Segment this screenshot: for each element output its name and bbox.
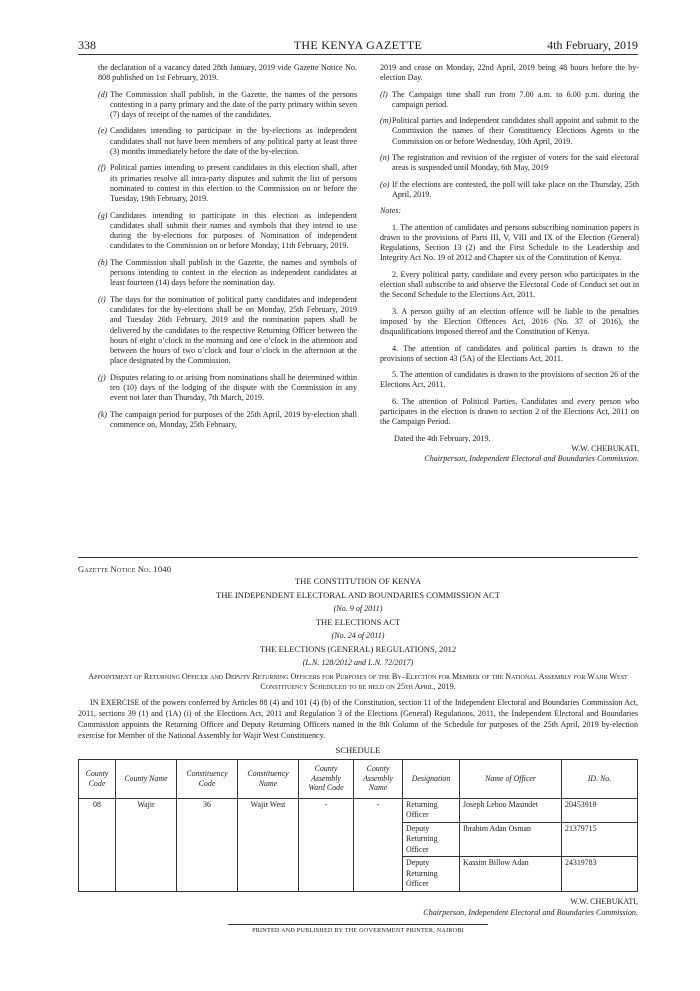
list-item: [380, 116, 639, 147]
item-label: (d): [98, 89, 108, 99]
schedule-table: [78, 759, 638, 892]
notice-heading-line: THE ELECTIONS ACT: [315, 616, 401, 627]
note-paragraph: 3. A person guilty of an election offence will be liable to the penalties imposed by the Election Offences Act, 2016 (No. 37 of 2016), the disqualifications imposed thereof and the Constitution of Kenya.: [380, 306, 639, 337]
signatory-name: W.W. CHEBUKATI,: [571, 443, 639, 453]
issue-date: 4th February, 2019: [547, 38, 638, 52]
notice-number: Gazette Notice No. 1040: [78, 564, 172, 574]
assembly-name-cell: -: [354, 798, 403, 891]
constituency-code-cell: 36: [177, 798, 238, 891]
right-column: [380, 63, 639, 465]
item-label: (h): [98, 257, 108, 267]
notice-heading-line: (No. 9 of 2011): [333, 604, 383, 613]
item-text: If the elections are contested, the poll will take place on the Thursday, 25th April, 2019.: [392, 179, 639, 199]
column-header: County Name: [116, 759, 177, 798]
column-header: County Assembly Ward Code: [299, 759, 354, 798]
item-label: (j): [98, 372, 106, 382]
list-item: [98, 90, 357, 121]
item-text: Candidates intending to participate in this election as independent candidates shall submit their names and symbols that they intend to use during the by-elections for purposes of Nomination of independent candidates to the Commission on or before Monday, 11th February, 2019.: [110, 210, 357, 251]
note-paragraph: 5. The attention of candidates is drawn to the provisions of section 26 of the Elections Act, 2011.: [380, 370, 639, 390]
officer-name-cell: Joseph Leboo Masindet: [460, 798, 562, 822]
item-label: (i): [98, 294, 106, 304]
note-paragraph: 4. The attention of candidates and political parties is drawn to the provisions of section 43 (5A) of the Elections Act, 2011.: [380, 343, 639, 363]
left-intro: the declaration of a vacancy dated 28th January, 2019 vide Gazette Notice No. 808 published on 1st February, 2019.: [98, 63, 357, 83]
page-number: 338: [78, 38, 96, 52]
table-header-row: [79, 759, 638, 798]
right-intro: 2019 and cease on Monday, 22nd April, 2019 being 48 hours before the by-election Day.: [380, 63, 639, 83]
column-header: Constituency Code: [177, 759, 238, 798]
list-item: [98, 163, 357, 204]
note-paragraph: 1. The attention of candidates and persons subscribing nomination papers is drawn to the provisions of Parts III, V, VIII and IX of the Election (General) Regulations, Section 13 (2) and the First Schedule to the Leadership and Integrity Act No. 19 of 2012 and Chapter six of the Constitution of Kenya.: [380, 222, 639, 263]
constituency-name-cell: Wajir West: [238, 798, 299, 891]
item-text: The days for the nomination of political party candidates and independent candidates for the by-elections shall be on Monday, 25th February, 2019 and Tuesday 26th February, 2019 and the nomination papers shall be delivered by the candidates to the respective Returning Officer between the hours of eight o’clock in the morning and one o’clock in the afternoon and between the hours of two o’clock and four o’clock in the afternoon at the place designated by the Commission.: [110, 294, 357, 366]
notice-heading-line: (No. 24 of 2011): [331, 631, 385, 640]
notice-heading-line: THE CONSTITUTION OF KENYA: [294, 576, 422, 586]
county-name-cell: Wajir: [116, 798, 177, 891]
list-item: [98, 126, 357, 157]
item-text: The registration and revision of the register of voters for the said electoral areas is suspended until Monday, 6th May, 2019: [392, 153, 639, 173]
item-text: The Campaign time shall run from 7.00 a.m. to 6.00 p.m. during the campaign period.: [392, 89, 639, 109]
county-code-cell: 08: [79, 798, 116, 891]
printer-footer: PRINTED AND PUBLISHED BY THE GOVERNMENT PRINTER, NAIROBI: [228, 924, 488, 934]
list-item: [380, 153, 639, 174]
page-header: [78, 36, 638, 55]
column-header: ID. No.: [562, 759, 638, 798]
designation-cell: Deputy Returning Officer: [403, 857, 460, 892]
item-label: (l): [380, 89, 388, 99]
gazette-title: THE KENYA GAZETTE: [293, 38, 423, 52]
left-column: [98, 63, 357, 436]
notes-heading: Notes:: [380, 206, 402, 216]
column-header: Constituency Name: [238, 759, 299, 798]
schedule-title: SCHEDULE: [335, 744, 381, 755]
ward-code-cell: -: [299, 798, 354, 891]
list-item: [98, 211, 357, 252]
list-item: [98, 410, 357, 431]
list-item: [98, 295, 357, 367]
item-text: Political parties and Independent candidates shall appoint and submit to the Commission the names of their Constituency Elections Agents to the Commission on or before Wednesday, 10th April, 2019.: [392, 116, 639, 146]
column-header: County Code: [79, 759, 116, 798]
item-text: The Commission shall publish in the Gazette, the names and symbols of persons intending to contest in the election as independent candidates at least fourteen (14) days before the nomination day.: [110, 257, 357, 288]
item-label: (n): [380, 153, 390, 163]
notice-signatory-name: W.W. CHEBUKATI,: [570, 896, 638, 906]
note-paragraph: 2. Every political party, candidate and every person who participates in the election shall subscribe to and observe the Electoral Code of Conduct set out in the Second Schedule to the Elections Act, 2011.: [380, 269, 639, 300]
gazette-page: [78, 36, 638, 934]
appointment-heading: Appointment of Returning Officer and Deputy Returning Officers for Purposes of the By–Election for Member of the National Assembly for Wajir West Constituency Scheduled to be held on 25th April, 2019.: [88, 671, 628, 691]
note-paragraph: 6. The attention of Political Parties, Candidates and every person who participates in the election is drawn to section 2 of the Elections Act, 2011 on the Campaign Period.: [380, 396, 639, 427]
officer-name-cell: Ibrahim Adan Osman: [460, 822, 562, 857]
id-number-cell: 24319783: [562, 857, 638, 892]
dated-line: Dated the 4th February, 2019.: [394, 433, 491, 443]
item-label: (f): [98, 163, 106, 173]
notice-heading-line: THE ELECTIONS (GENERAL) REGULATIONS, 2012: [259, 643, 457, 654]
item-label: (g): [98, 210, 108, 220]
table-row: [79, 798, 638, 822]
list-item: [380, 180, 639, 201]
officer-name-cell: Kassim Billow Adan: [460, 857, 562, 892]
signatory-role: Chairperson, Independent Electoral and Boundaries Commission.: [424, 454, 639, 464]
column-header: Name of Officer: [460, 759, 562, 798]
item-text: Political parties intending to present candidates in this election shall, after its primaries resolve all intra-party disputes and submit the list of persons nominated to contest in this election to the Commission on or before the Tuesday, 19th February, 2019.: [110, 163, 357, 204]
designation-cell: Deputy Returning Officer: [403, 822, 460, 857]
designation-cell: Returning Officer: [403, 798, 460, 822]
item-label: (o): [380, 179, 390, 189]
list-item: [98, 373, 357, 404]
item-text: The Commission shall publish, in the Gazette, the names of the persons contesting in a party primary and the date of the party primary within seven (7) days of receipt of the names of the candidates.: [110, 89, 357, 120]
column-header: Designation: [403, 759, 460, 798]
item-label: (e): [98, 126, 107, 136]
two-column-body: [78, 63, 638, 555]
item-label: (m): [380, 116, 392, 126]
section-divider: [78, 557, 638, 558]
column-header: County Assembly Name: [354, 759, 403, 798]
item-text: Candidates intending to participate in the by-elections as independent candidates shall not have been members of any political party at least three (3) months immediately before the date of the by-election.: [110, 126, 357, 157]
notice-heading-line: (L.N. 128/2012 and L.N. 72/2017): [302, 658, 414, 667]
gazette-notice: [78, 564, 638, 918]
item-text: The campaign period for purposes of the 25th April, 2019 by-election shall commence on, Monday, 25th February,: [110, 409, 357, 429]
item-text: Disputes relating to or arising from nominations shall be determined within ten (10) days of the lodging of the dispute with the Commission in any event not later than Thursday, 7th March, 2019.: [110, 372, 357, 403]
notice-body: IN EXERCISE of the powers conferred by Articles 88 (4) and 101 (4) (b) of the Constitution, section 11 of the Independent Electoral and Boundaries Commission Act, 2011, sections 39 (1) and (1A) (i) of the Elections Act, 2011 and Regulation 3 of the Elections (General) Regulations, 2011, the Independent Electoral and Boundaries Commission appoints the Returning Officer and Deputy Returning Officers named in the 8th Column of the Schedule for purposes of the 25th April, 2019 by-election exercise for Member of the National Assembly for Wajir West Constituency.: [78, 697, 638, 740]
notice-heading-line: THE INDEPENDENT ELECTORAL AND BOUNDARIES COMMISSION ACT: [216, 589, 500, 600]
notice-signatory-role: Chairperson, Independent Electoral and Boundaries Commission.: [423, 907, 638, 917]
id-number-cell: 20453919: [562, 798, 638, 822]
list-item: [380, 90, 639, 111]
list-item: [98, 258, 357, 289]
item-label: (k): [98, 409, 107, 419]
id-number-cell: 21379715: [562, 822, 638, 857]
